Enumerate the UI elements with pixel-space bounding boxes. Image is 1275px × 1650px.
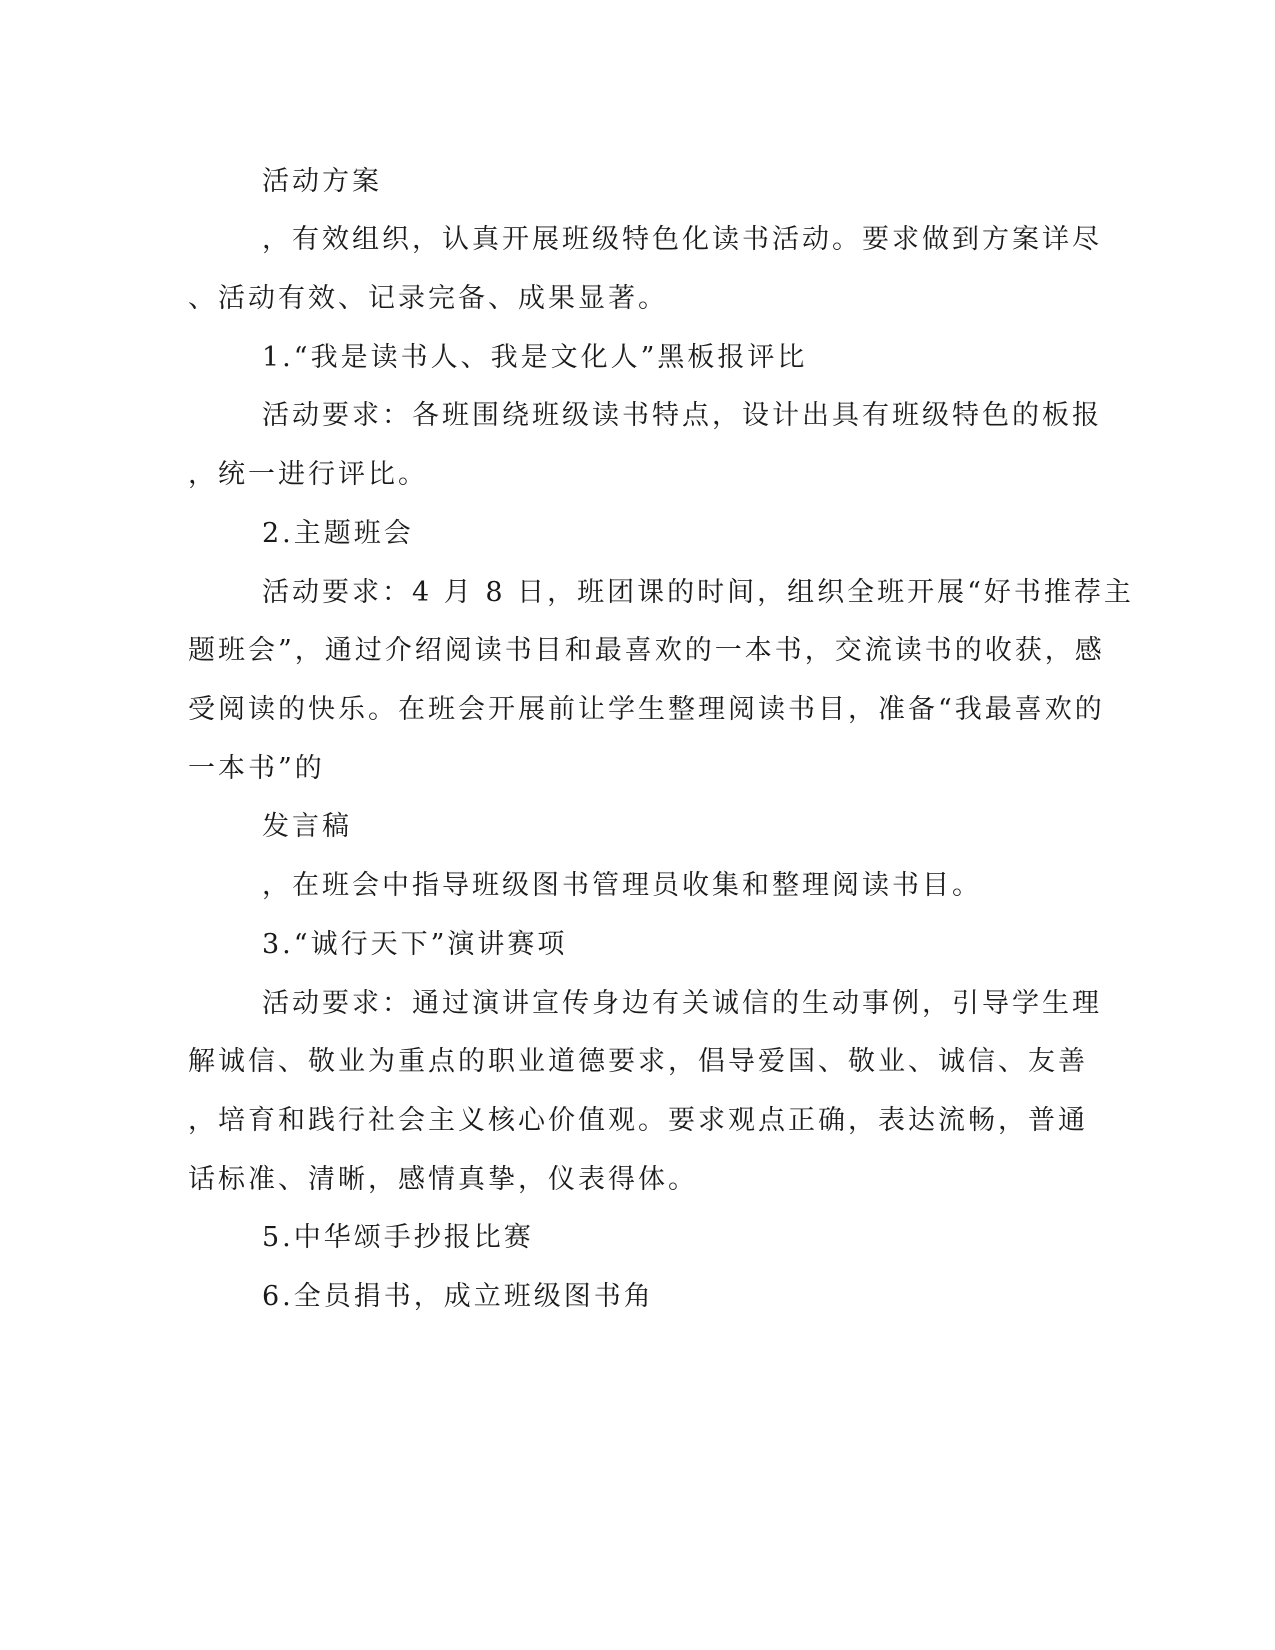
paragraph-line: 解诚信、敬业为重点的职业道德要求，倡导爱国、敬业、诚信、友善 xyxy=(188,1046,1088,1077)
item-heading: 1.“我是读书人、我是文化人”黑板报评比 xyxy=(262,342,808,373)
paragraph-line: 发言稿 xyxy=(262,811,352,842)
paragraph-line: ，统一进行评比。 xyxy=(188,459,428,490)
item-heading: 2.主题班会 xyxy=(262,518,414,549)
paragraph-line: 、活动有效、记录完备、成果显著。 xyxy=(188,283,668,314)
paragraph-line: 活动要求：各班围绕班级读书特点，设计出具有班级特色的板报 xyxy=(262,400,1102,431)
paragraph-line: 活动要求：通过演讲宣传身边有关诚信的生动事例，引导学生理 xyxy=(262,988,1102,1019)
paragraph-line: 一本书”的 xyxy=(188,753,325,784)
paragraph-line: ，培育和践行社会主义核心价值观。要求观点正确，表达流畅，普通 xyxy=(188,1105,1088,1136)
paragraph-line: 受阅读的快乐。在班会开展前让学生整理阅读书目，准备“我最喜欢的 xyxy=(188,694,1105,725)
paragraph-line: 活动要求：4 月 8 日，班团课的时间，组织全班开展“好书推荐主 xyxy=(262,577,1134,608)
paragraph-line: ，在班会中指导班级图书管理员收集和整理阅读书目。 xyxy=(262,870,982,901)
item-heading: 6.全员捐书，成立班级图书角 xyxy=(262,1281,654,1312)
paragraph-line: 题班会”，通过介绍阅读书目和最喜欢的一本书，交流读书的收获，感 xyxy=(188,635,1105,666)
paragraph-line: ，有效组织，认真开展班级特色化读书活动。要求做到方案详尽 xyxy=(262,224,1102,255)
item-heading: 3.“诚行天下”演讲赛项 xyxy=(262,929,568,960)
paragraph-line: 话标准、清晰，感情真挚，仪表得体。 xyxy=(188,1164,698,1195)
item-heading: 5.中华颂手抄报比赛 xyxy=(262,1222,534,1253)
section-title: 活动方案 xyxy=(262,166,382,197)
